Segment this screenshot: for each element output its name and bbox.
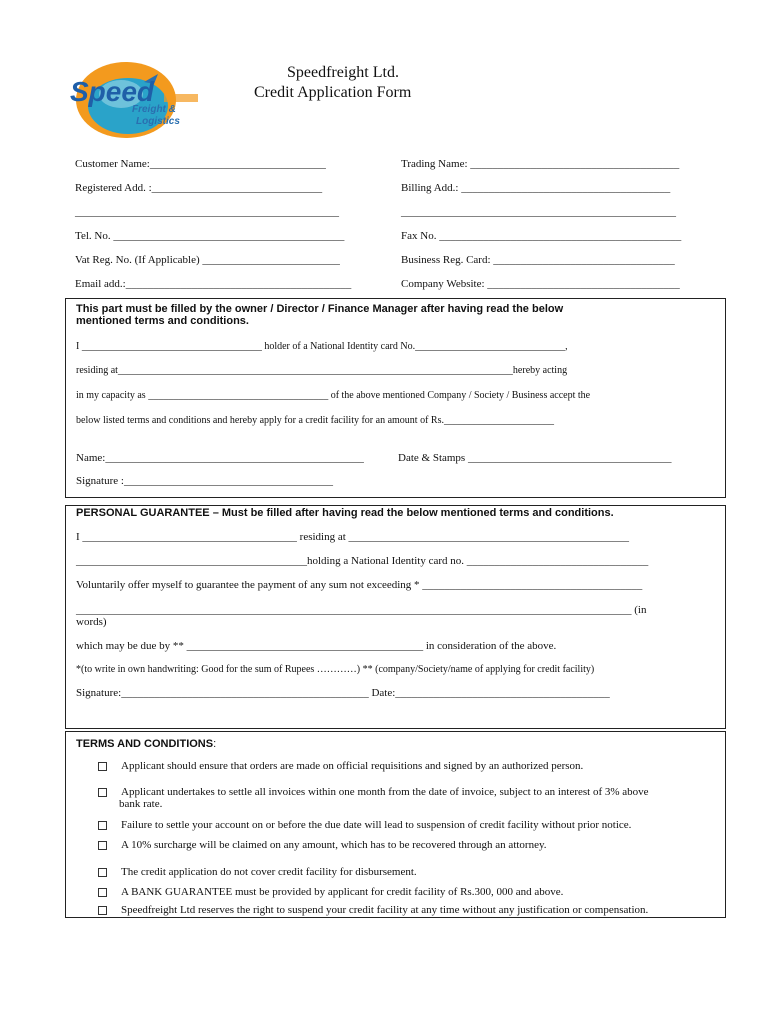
- trading-name-field[interactable]: Trading Name: ______________________________________: [401, 158, 680, 170]
- registered-address-field[interactable]: Registered Add. :_______________________________: [75, 182, 323, 194]
- owner-declaration-section: [65, 298, 726, 498]
- logo-subtitle-1: Freight &: [132, 104, 176, 115]
- checkbox-icon[interactable]: [98, 888, 107, 897]
- email-field[interactable]: Email add.:_________________________________________: [75, 278, 352, 290]
- term-item: The credit application do not cover credit facility for disbursement.: [98, 866, 417, 878]
- checkbox-icon[interactable]: [98, 906, 107, 915]
- logo-subtitle-2: Logistics: [136, 116, 180, 127]
- guarantee-due-line[interactable]: which may be due by ** ___________________________________________ in consideration of the above.: [76, 640, 557, 652]
- term-item: Applicant should ensure that orders are made on official requisitions and signed by an authorized person.: [98, 760, 583, 772]
- website-field[interactable]: Company Website: ___________________________________: [401, 278, 680, 290]
- guarantee-handwriting-note: *(to write in own handwriting: Good for the sum of Rupees …………) ** (company/Society/name of applying for credit facility): [76, 664, 595, 675]
- form-title: Credit Application Form: [254, 84, 412, 101]
- guarantor-signature-date[interactable]: Signature:_____________________________________________ Date:_______________________________________: [76, 687, 610, 699]
- owner-section-heading-1: This part must be filled by the owner / Director / Finance Manager after having read the below: [76, 303, 564, 315]
- term-item: Applicant undertakes to settle all invoices within one month from the date of invoice, subject to an interest of 3% above: [98, 786, 649, 798]
- checkbox-icon[interactable]: [98, 821, 107, 830]
- customer-name-field[interactable]: Customer Name:________________________________: [75, 158, 326, 170]
- fax-field[interactable]: Fax No. ____________________________________________: [401, 230, 682, 242]
- vat-field[interactable]: Vat Reg. No. (If Applicable) _________________________: [75, 254, 340, 266]
- owner-section-heading-2: mentioned terms and conditions.: [76, 315, 249, 327]
- owner-signature-field[interactable]: Signature :______________________________________: [76, 475, 333, 487]
- owner-amount-line[interactable]: below listed terms and conditions and hereby apply for a credit facility for an amount of Rs.______________________: [76, 415, 554, 426]
- owner-identity-line[interactable]: I ____________________________________ holder of a National Identity card No.______________________________,: [76, 341, 568, 352]
- guarantee-heading: PERSONAL GUARANTEE – Must be filled after having read the below mentioned terms and conditions.: [76, 507, 614, 519]
- terms-heading: TERMS AND CONDITIONS: [76, 738, 214, 750]
- term-item: A BANK GUARANTEE must be provided by applicant for credit facility of Rs.300, 000 and above.: [98, 886, 563, 898]
- billing-address-field[interactable]: Billing Add.: ______________________________________: [401, 182, 671, 194]
- guarantee-words-line[interactable]: _____________________________________________________________________________________________________ (in: [76, 604, 647, 616]
- date-stamps-field[interactable]: Date & Stamps _____________________________________: [398, 452, 672, 464]
- term-item: Speedfreight Ltd reserves the right to suspend your credit facility at any time without any justification or compensation.: [98, 904, 648, 916]
- personal-guarantee-section: [65, 505, 726, 729]
- logo-wordmark: Speed: [70, 76, 155, 107]
- checkbox-icon[interactable]: [98, 841, 107, 850]
- tel-field[interactable]: Tel. No. __________________________________________: [75, 230, 345, 242]
- guarantor-nic-line[interactable]: __________________________________________holding a National Identity card no. _________________________________: [76, 555, 649, 567]
- owner-name-field[interactable]: Name:_______________________________________________: [76, 452, 364, 464]
- guarantor-identity-line[interactable]: I _______________________________________ residing at ___________________________________________________: [76, 531, 630, 543]
- owner-residence-line[interactable]: residing at_______________________________________________________________________________hereby acting: [76, 365, 568, 376]
- registered-address-line2[interactable]: ________________________________________________: [75, 206, 339, 218]
- checkbox-icon[interactable]: [98, 788, 107, 797]
- term-item-continuation: bank rate.: [119, 798, 163, 810]
- terms-heading-colon: :: [213, 738, 217, 750]
- guarantee-amount-line[interactable]: Voluntarily offer myself to guarantee the payment of any sum not exceeding * ________________________________________: [76, 579, 643, 591]
- business-reg-card-field[interactable]: Business Reg. Card: _________________________________: [401, 254, 675, 266]
- company-name: Speedfreight Ltd.: [287, 64, 399, 81]
- checkbox-icon[interactable]: [98, 762, 107, 771]
- company-logo: [66, 58, 206, 142]
- terms-heading-row: [76, 734, 216, 752]
- terms-section: [65, 731, 726, 918]
- owner-capacity-line[interactable]: in my capacity as ____________________________________ of the above mentioned Company / Society / Business accept the: [76, 390, 591, 401]
- term-item: A 10% surcharge will be claimed on any amount, which has to be recovered through an attorney.: [98, 839, 547, 851]
- billing-address-line2[interactable]: __________________________________________________: [401, 206, 676, 218]
- guarantee-words-suffix: words): [76, 616, 107, 628]
- term-item: Failure to settle your account on or before the due date will lead to suspension of credit facility without prior notice.: [98, 819, 631, 831]
- checkbox-icon[interactable]: [98, 868, 107, 877]
